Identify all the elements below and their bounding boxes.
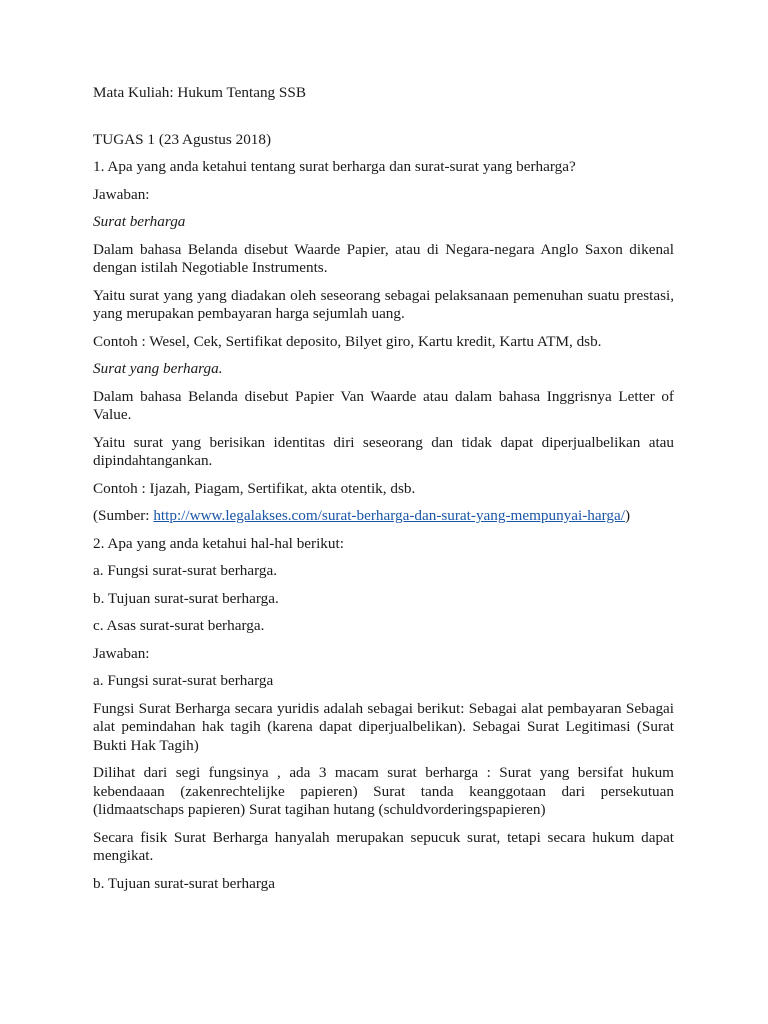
source-prefix: (Sumber: [93, 507, 154, 524]
answer-a-title: a. Fungsi surat-surat berharga [93, 672, 274, 689]
answer-a-paragraph-2: Dilihat dari segi fungsinya , ada 3 macam surat berharga : Surat yang bersifat hukum kebendaaan (zakenrechtelijke papieren) Surat tanda keanggotaan dari persekutuan (lidmaatschaps papieren) Surat tagihan hutang (schuldvorderingspapieren) [93, 764, 674, 818]
question-2: 2. Apa yang anda ketahui hal-hal berikut: [93, 534, 344, 552]
subheading-surat-berharga: Surat berharga [93, 213, 186, 230]
answer-b-title: b. Tujuan surat-surat berharga [93, 874, 275, 892]
task-title: TUGAS 1 (23 Agustus 2018) [93, 130, 272, 148]
question-2-a: a. Fungsi surat-surat berharga. [93, 562, 278, 579]
question-2-c: c. Asas surat-surat berharga. [93, 617, 265, 634]
answer-a-paragraph-3: Secara fisik Surat Berharga hanyalah merupakan sepucuk surat, tetapi secara hukum dapat mengikat. [93, 828, 674, 864]
source-link[interactable]: http://www.legalakses.com/surat-berharga-dan-surat-yang-mempunyai-harga/ [153, 507, 625, 524]
paragraph-surat-berharga-3: Contoh : Wesel, Cek, Sertifikat deposito, Bilyet giro, Kartu kredit, Kartu ATM, dsb. [93, 332, 602, 350]
source-suffix: ) [624, 507, 631, 524]
answer-label-1: Jawaban: [93, 185, 150, 203]
course-title: Mata Kuliah: Hukum Tentang SSB [93, 84, 306, 101]
question-1: 1. Apa yang anda ketahui tentang surat berharga dan surat-surat yang berharga? [93, 158, 576, 175]
document-body [93, 84, 674, 902]
paragraph-surat-berharga-2: Yaitu surat yang yang diadakan oleh seseorang sebagai pelaksanaan pemenuhan suatu prestasi, yang merupakan pembayaran harga sejumlah uang. [93, 286, 674, 322]
paragraph-surat-yang-berharga-2: Yaitu surat yang berisikan identitas diri seseorang dan tidak dapat diperjualbelikan atau dipindahtangankan. [93, 433, 674, 469]
source-line [93, 507, 674, 526]
paragraph-surat-yang-berharga-1: Dalam bahasa Belanda disebut Papier Van Waarde atau dalam bahasa Inggrisnya Letter of Value. [93, 387, 674, 423]
answer-label-2: Jawaban: [93, 644, 150, 662]
subheading-surat-yang-berharga: Surat yang berharga. [93, 360, 223, 377]
paragraph-surat-berharga-1: Dalam bahasa Belanda disebut Waarde Papier, atau di Negara-negara Anglo Saxon dikenal dengan istilah Negotiable Instruments. [93, 240, 674, 276]
answer-a-paragraph-1: Fungsi Surat Berharga secara yuridis adalah sebagai berikut: Sebagai alat pembayaran Sebagai alat pemindahan hak tagih (karena dapat diperjualbelikan). Sebagai Surat Legitimasi (Surat Bukti Hak Tagih) [93, 699, 674, 754]
question-2-b: b. Tujuan surat-surat berharga. [93, 589, 279, 607]
paragraph-surat-yang-berharga-3: Contoh : Ijazah, Piagam, Sertifikat, akta otentik, dsb. [93, 479, 416, 497]
